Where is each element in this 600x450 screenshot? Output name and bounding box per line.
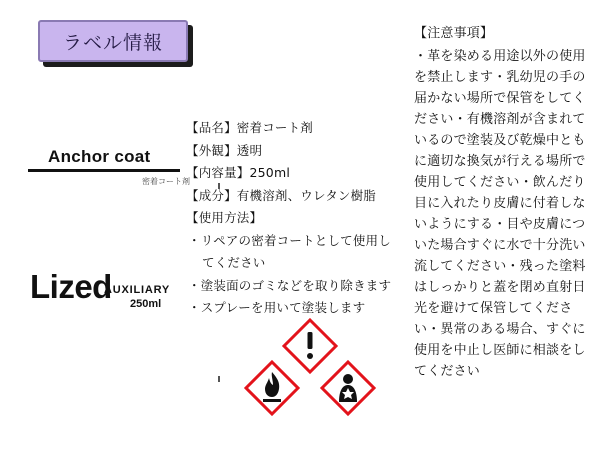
product-name: Anchor coat [48, 147, 151, 166]
brand-auxiliary: AUXILIARY [104, 284, 171, 296]
health-hazard-icon [322, 362, 374, 414]
label-info-tag [38, 20, 188, 62]
hazard-pictograms [240, 318, 380, 418]
brand-volume: 250ml [130, 298, 162, 310]
label-info-tag-text: ラベル情報 [62, 31, 163, 54]
cautions-body: ・革を染める用途以外の使用を禁止します・乳幼児の手の届かない場所で保管をしてください・有機溶剤が含まれているので塗装及び乾燥中ともに適切な換気が行える場所で使用してください・飲んだり目に入れたり皮膚に付着しないようにする・目や皮膚についた場合すぐに水で十分洗い流してください・残った塗料はしっかりと蓋を閉め直射日光を避けて保管してください・異常のある場合、すぐに使用を中止し医師に相談をしてください [414, 49, 586, 379]
product-name-underline [28, 169, 180, 172]
spec-ingredients: 【成分】有機溶剤、ウレタン樹脂 [186, 187, 377, 203]
product-subtitle: 密着コート剤 [142, 177, 190, 186]
spec-name: 【品名】密着コート剤 [186, 120, 314, 135]
divider-tick [218, 376, 220, 382]
usage-step: てください [202, 255, 266, 270]
cautions-heading: 【注意事項】 [414, 26, 494, 41]
spec-volume: 【内容量】250ml [186, 165, 291, 180]
flame-icon [246, 362, 298, 414]
product-specs [186, 117, 400, 320]
usage-step: ・スプレーを用いて塗装します [188, 300, 366, 315]
exclamation-mark-icon [284, 320, 336, 372]
spec-appearance: 【外観】透明 [186, 142, 263, 158]
brand-logo: Lized [30, 268, 112, 305]
usage-step: ・リペアの密着コートとして使用し [188, 232, 391, 248]
usage-step: ・塗装面のゴミなどを取り除きます [188, 277, 392, 293]
cautions-panel [414, 23, 594, 382]
usage-heading: 【使用方法】 [186, 210, 263, 225]
